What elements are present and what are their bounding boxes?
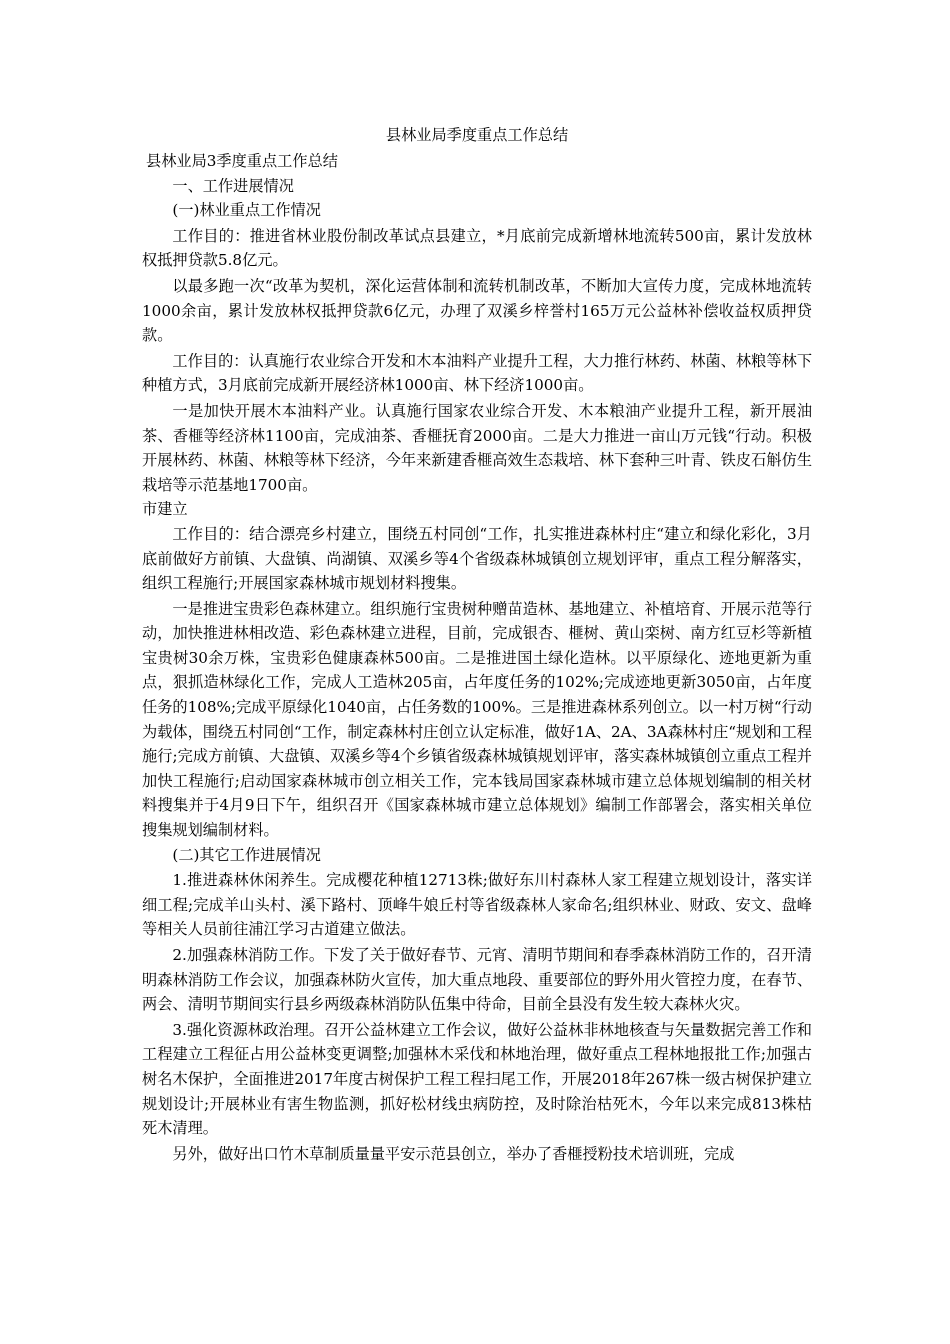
- paragraph: 工作目的：结合漂亮乡村建立，围绕五村同创“工作，扎实推进森林村庄“建立和绿化彩化，3月底前做好方前镇、大盘镇、尚湖镇、双溪乡等4个省级森林城镇创立规划评审，重点工程分解落实，组织工程施行;开展国家森林城市规划材料搜集。: [142, 524, 812, 593]
- paragraph: 一是加快开展木本油料产业。认真施行国家农业综合开发、木本粮油产业提升工程，新开展油茶、香榧等经济林1100亩，完成油茶、香榧抚育2000亩。二是大力推进一亩山万元钱“行动。积极开展林药、林菌、林粮等林下经济，今年来新建香榧高效生态栽培、林下套种三叶青、铁皮石斛仿生栽培等示范基地1700亩。: [142, 401, 812, 494]
- paragraph: 一、工作进展情况: [172, 176, 294, 195]
- paragraph: 另外，做好出口竹木草制质量量平安示范县创立，举办了香榧授粉技术培训班，完成: [172, 1144, 735, 1163]
- paragraph: 2.加强森林消防工作。下发了关于做好春节、元宵、清明节期间和春季森林消防工作的，召开清明森林消防工作会议，加强森林防火宣传，加大重点地段、重要部位的野外用火管控力度，在春节、两会、清明节期间实行县乡两级森林消防队伍集中待命，目前全县没有发生较大森林火灾。: [142, 946, 812, 1014]
- paragraph: 市建立: [142, 500, 188, 519]
- paragraph: 一是推进宝贵彩色森林建立。组织施行宝贵树种赠苗造林、基地建立、补植培育、开展示范等行动，加快推进林相改造、彩色森林建立进程，目前，完成银杏、榧树、黄山栾树、南方红豆杉等新植宝贵树30余万株，宝贵彩色健康森林500亩。二是推进国土绿化造林。以平原绿化、迹地更新为重点，狠抓造林绿化工作，完成人工造林205亩，占年度任务的102%;完成迹地更新3050亩，占年度任务的108%;完成平原绿化1040亩，占任务数的100%。三是推进森林系列创立。以一村万树“行动为载体，围绕五村同创“工作，制定森林村庄创立认定标准，做好1A、2A、3A森林村庄“规划和工程施行;完成方前镇、大盘镇、双溪乡等4个乡镇省级森林城镇规划评审，落实森林城镇创立重点工程并加快工程施行;启动国家森林城市创立相关工作，完本钱局国家森林城市建立总体规划编制的相关材料搜集并于4月9日下午，组织召开《国家森林城市建立总体规划》编制工作部署会，落实相关单位搜集规划编制材料。: [142, 599, 812, 840]
- document-subtitle: 县林业局3季度重点工作总结: [146, 152, 338, 170]
- paragraph: 3.强化资源林政治理。召开公益林建立工作会议，做好公益林非林地核查与矢量数据完善工作和工程建立工程征占用公益林变更调整;加强林木采伐和林地治理，做好重点工程林地报批工作;加强古树名木保护，全面推进2017年度古树保护工程工程扫尾工作，开展2018年267株一级古树保护建立规划设计;开展林业有害生物监测，抓好松材线虫病防控，及时除治枯死木，今年以来完成813株枯死木清理。: [142, 1020, 812, 1138]
- paragraph: 1.推进森林休闲养生。完成樱花种植12713株;做好东川村森林人家工程建立规划设计，落实详细工程;完成羊山头村、溪下路村、顶峰牛娘丘村等省级森林人家命名;组织林业、财政、安文、盘峰等相关人员前往浦江学习古道建立做法。: [142, 871, 812, 939]
- paragraph: (二)其它工作进展情况: [172, 845, 321, 864]
- paragraph: 工作目的：推进省林业股份制改革试点县建立，*月底前完成新增林地流转500亩，累计发放林权抵押贷款5.8亿元。: [142, 226, 812, 270]
- paragraph: (一)林业重点工作情况: [172, 201, 321, 220]
- document-page: [142, 122, 812, 1166]
- paragraph: 以最多跑一次“改革为契机，深化运营体制和流转机制改革，不断加大宣传力度，完成林地流转1000余亩，累计发放林权抵押贷款6亿元，办理了双溪乡梓誉村165万元公益林补偿收益权质押贷款。: [142, 276, 812, 345]
- paragraph: 工作目的：认真施行农业综合开发和木本油料产业提升工程，大力推行林药、林菌、林粮等林下种植方式，3月底前完成新开展经济林1000亩、林下经济1000亩。: [142, 351, 812, 395]
- document-title: 县林业局季度重点工作总结: [385, 126, 569, 144]
